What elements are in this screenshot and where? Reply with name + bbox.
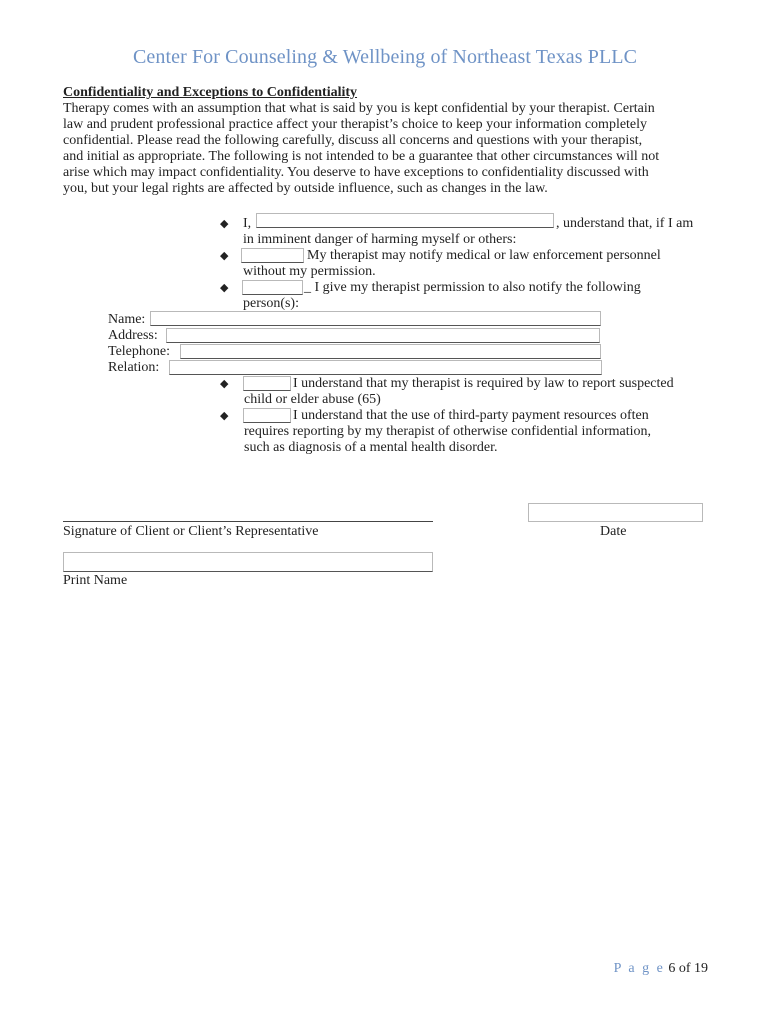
page-footer <box>614 961 708 977</box>
intro-line: law and prudent professional practice affect your therapist’s choice to keep your information completely <box>63 117 648 132</box>
thirdparty-line2: requires reporting by my therapist of otherwise confidential information, <box>244 424 652 439</box>
abuse-line1: I understand that my therapist is required by law to report suspected <box>293 376 674 391</box>
bullet-icon: ◆ <box>220 378 229 390</box>
page-number: 6 of 19 <box>668 961 708 976</box>
danger-line2: in imminent danger of harming myself or others: <box>243 232 517 247</box>
section-heading: Confidentiality and Exceptions to Confidentiality <box>63 85 358 100</box>
contact-name-label: Name: <box>108 312 146 327</box>
contact-address-label: Address: <box>108 328 158 343</box>
contact-telephone-field[interactable] <box>180 344 601 359</box>
thirdparty-line1: I understand that the use of third-party payment resources often <box>293 408 649 423</box>
thirdparty-initials-field[interactable] <box>243 408 291 423</box>
signature-label: Signature of Client or Client’s Representative <box>63 524 319 539</box>
permission-initials-field[interactable] <box>242 280 303 295</box>
date-field[interactable] <box>528 503 703 522</box>
contact-relation-label: Relation: <box>108 360 160 375</box>
page-word: P a g e <box>613 961 665 976</box>
contact-telephone-label: Telephone: <box>108 344 170 359</box>
page-title: Center For Counseling & Wellbeing of Northeast Texas PLLC <box>132 46 638 68</box>
signature-line[interactable] <box>63 521 433 522</box>
danger-suffix: , understand that, if I am <box>556 216 694 231</box>
intro-line: arise which may impact confidentiality. You deserve to have exceptions to confidentiality discussed with <box>63 165 649 180</box>
abuse-line2: child or elder abuse (65) <box>244 392 381 407</box>
permission-line1: _ I give my therapist permission to also notify the following <box>304 280 641 295</box>
intro-line: confidential. Please read the following carefully, discuss all concerns and questions with your therapist, <box>63 133 643 148</box>
contact-name-field[interactable] <box>150 311 601 326</box>
date-label: Date <box>600 524 627 539</box>
intro-line: Therapy comes with an assumption that what is said by you is kept confidential by your therapist. Certain <box>63 101 655 116</box>
contact-address-field[interactable] <box>166 328 600 343</box>
intro-paragraph <box>63 101 711 197</box>
notify-line2: without my permission. <box>243 264 376 279</box>
bullet-icon: ◆ <box>220 218 229 230</box>
print-name-field[interactable] <box>63 552 433 572</box>
abuse-initials-field[interactable] <box>243 376 291 391</box>
permission-line2: person(s): <box>243 296 299 311</box>
danger-prefix: I, <box>243 216 252 231</box>
contact-relation-field[interactable] <box>169 360 602 375</box>
notify-line1: My therapist may notify medical or law enforcement personnel <box>307 248 661 263</box>
print-name-label: Print Name <box>63 573 128 588</box>
bullet-icon: ◆ <box>220 282 229 294</box>
client-name-field[interactable] <box>256 213 554 228</box>
notify-initials-field[interactable] <box>241 248 304 263</box>
bullet-icon: ◆ <box>220 250 229 262</box>
intro-line: and initial as appropriate. The following is not intended to be a guarantee that other circumstances will not <box>63 149 660 164</box>
intro-line: you, but your legal rights are affected by outside influence, such as changes in the law. <box>63 181 548 196</box>
thirdparty-line3: such as diagnosis of a mental health disorder. <box>244 440 498 455</box>
bullet-icon: ◆ <box>220 410 229 422</box>
